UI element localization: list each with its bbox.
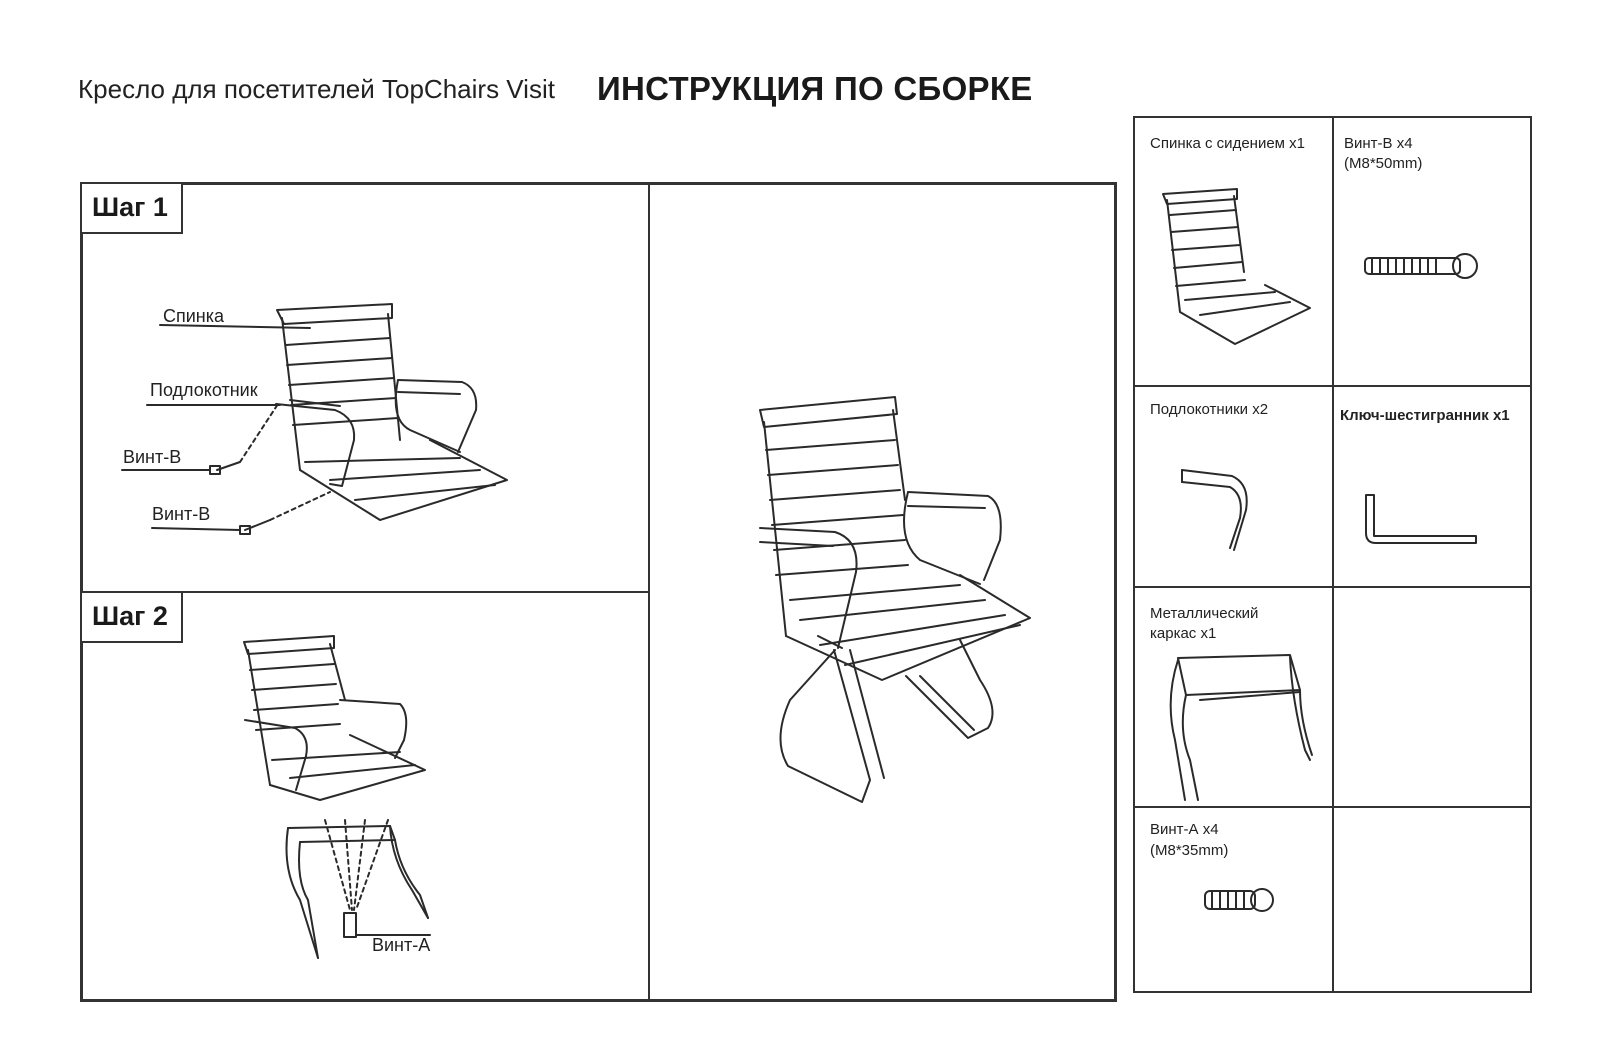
document-title: ИНСТРУКЦИЯ ПО СБОРКЕ [597, 70, 1033, 107]
part-seat-back-label: Спинка с сидением х1 [1150, 135, 1305, 152]
callout-screw-b-upper: Винт-В [123, 447, 182, 467]
part-screw-b-spec: (M8*50mm) [1344, 155, 1423, 172]
step-1-label: Шаг 1 [80, 182, 183, 234]
part-frame-label-line2: каркас х1 [1150, 625, 1217, 642]
step-2-label: Шаг 2 [80, 591, 183, 643]
callout-screw-a: Винт-А [372, 935, 431, 955]
part-hex-key-label: Ключ-шестигранник х1 [1340, 407, 1510, 424]
document-subtitle: Кресло для посетителей TopChairs Visit [78, 74, 555, 104]
part-armrests-label: Подлокотники х2 [1150, 401, 1269, 418]
callout-screw-b-lower: Винт-В [152, 504, 211, 524]
callout-backrest: Спинка [163, 306, 225, 326]
part-screw-b-label: Винт-В х4 [1344, 135, 1413, 152]
part-frame-label-line1: Металлический [1150, 605, 1259, 622]
part-screw-a-label: Винт-А х4 [1150, 821, 1219, 838]
callout-armrest: Подлокотник [150, 380, 258, 400]
part-screw-a-spec: (M8*35mm) [1150, 842, 1229, 859]
